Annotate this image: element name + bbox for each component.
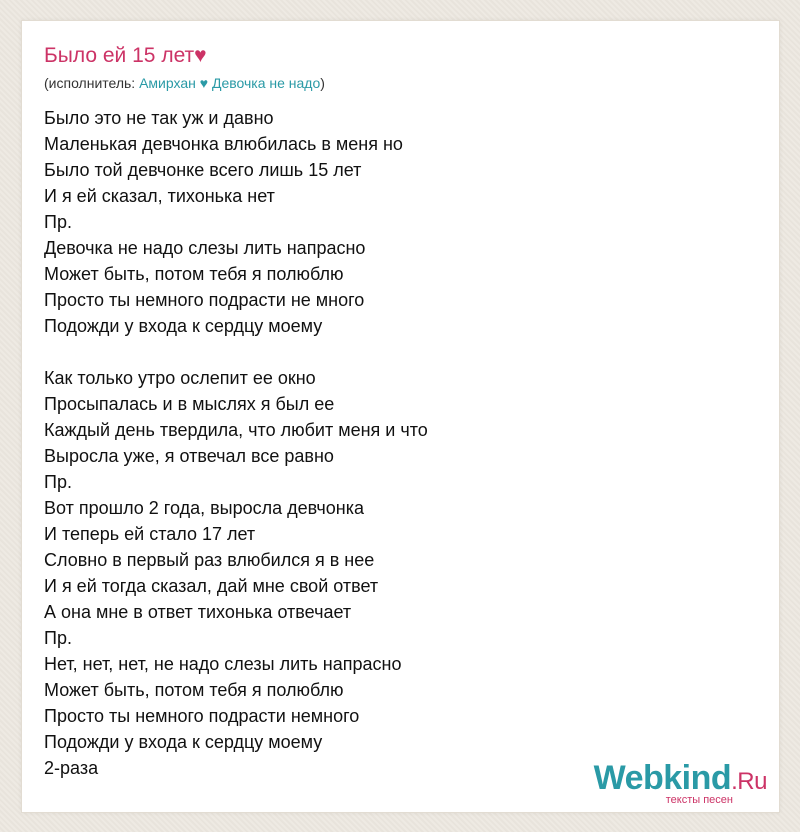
lyrics-line: Подожди у входа к сердцу моему	[44, 732, 323, 752]
lyrics-line: Просто ты немного подрасти немного	[44, 706, 360, 726]
lyrics-line: Выросла уже, я отвечал все равно	[44, 446, 334, 466]
lyrics-line: Было это не так уж и давно	[44, 108, 274, 128]
lyrics-line: Было той девчонке всего лишь 15 лет	[44, 160, 362, 180]
lyrics-line: И я ей тогда сказал, дай мне свой ответ	[44, 576, 379, 596]
lyrics-line: Как только утро ослепит ее окно	[44, 368, 316, 388]
lyrics-line: Девочка не надо слезы лить напрасно	[44, 238, 366, 258]
song-meta	[44, 74, 325, 92]
lyrics-line: Вот прошло 2 года, выросла девчонка	[44, 498, 365, 518]
lyrics-line: И теперь ей стало 17 лет	[44, 524, 256, 544]
logo-tagline: тексты песен	[665, 794, 733, 806]
lyrics-line: А она мне в ответ тихонька отвечает	[44, 602, 352, 622]
lyrics-blank-line	[44, 339, 428, 365]
meta-prefix: (исполнитель:	[44, 75, 140, 91]
lyrics-card	[21, 20, 780, 813]
lyrics-line: Просыпалась и в мыслях я был ее	[44, 394, 335, 414]
lyrics-line: Словно в первый раз влюбился я в нее	[44, 550, 375, 570]
lyrics-line: Может быть, потом тебя я полюблю	[44, 264, 344, 284]
webkind-logo[interactable]	[594, 760, 767, 806]
meta-suffix: )	[320, 75, 325, 91]
lyrics-text	[44, 105, 428, 781]
lyrics-line: Каждый день твердила, что любит меня и что	[44, 420, 428, 440]
lyrics-line: Может быть, потом тебя я полюблю	[44, 680, 344, 700]
lyrics-line: Нет, нет, нет, не надо слезы лить напрасно	[44, 654, 402, 674]
logo-name: Webkind	[593, 759, 732, 797]
lyrics-line: 2-раза	[44, 758, 99, 778]
artist-link[interactable]: Амирхан ♥ Девочка не надо	[139, 75, 321, 91]
logo-tld: .Ru	[731, 768, 767, 795]
lyrics-line: Подожди у входа к сердцу моему	[44, 316, 323, 336]
lyrics-line: И я ей сказал, тихонька нет	[44, 186, 275, 206]
lyrics-line: Пр.	[44, 472, 72, 492]
lyrics-line: Пр.	[44, 628, 72, 648]
lyrics-line: Пр.	[44, 212, 72, 232]
song-title: Было ей 15 лет♥	[44, 44, 207, 67]
lyrics-line: Маленькая девчонка влюбилась в меня но	[44, 134, 403, 154]
lyrics-line: Просто ты немного подрасти не много	[44, 290, 365, 310]
